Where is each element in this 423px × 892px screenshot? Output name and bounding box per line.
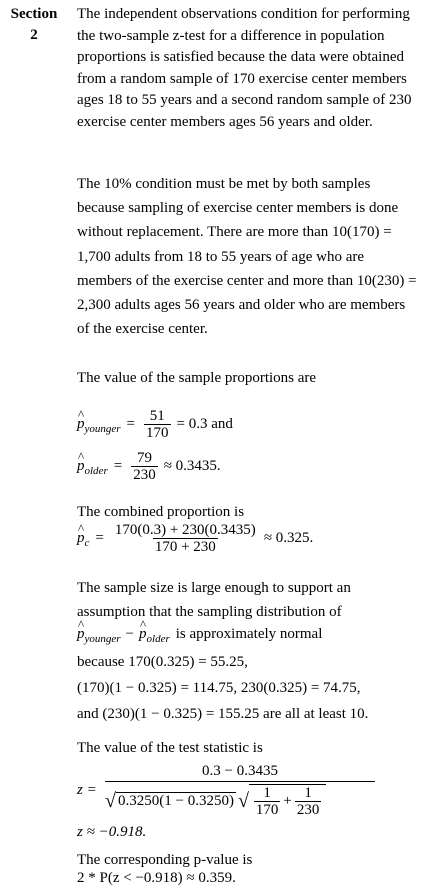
section-label <box>4 4 64 46</box>
sampling-distribution-expression: ^ p younger − ^ p older is approximately normal <box>77 626 322 643</box>
fraction: $\frac{79}{230}$ <box>133 450 156 483</box>
paragraph-independence: The independent observations condition for performing the two-sample z-test for a difference in population proportions is satisfied because the data were obtained from a random sample of 170 exercise center members ages 18 to 55 years and a second random sample of 230 exercise center members ages 56 years and older. <box>77 6 412 130</box>
normality-line-3: and (230)(1 − 0.325) = 155.25 are all at least 10. <box>77 706 369 722</box>
normality-line-1: because 170(0.325) = 55.25, <box>77 654 248 670</box>
equation-p-younger: ^ p younger = $\frac{51}{170}$ = 0.3 and <box>77 408 233 441</box>
paragraph-test-statistic: The value of the test statistic is <box>77 740 263 756</box>
equation-p-older: ^ p older = $\frac{79}{230}$ ≈ 0.3435. <box>77 450 221 483</box>
fraction: $\frac{170(0.3) + 230(0.3435)}{170 + 230}$ <box>114 522 256 555</box>
paragraph-p-value: The corresponding p-value is <box>77 852 253 868</box>
equation-p-combined: ^ p c = $\frac{170(0.3) + 230(0.3435)}{170 + 230}$ ≈ 0.325. <box>77 522 313 555</box>
equation-z: z = 0.3 − 0.3435 √ 0.3250(1 − 0.3250) √ $\frac{1}{170}$ + $\frac{1}{230}$ <box>77 762 417 824</box>
z-value: z ≈ −0.918. <box>77 824 147 840</box>
paragraph-ten-percent: The 10% condition must be met by both samples because sampling of exercise center members is done without replacement. There are more than 10(170) = 1,700 adults from 18 to 55 years of age who are members of the exercise center and more than 10(230) = 2,300 adults ages 56 years and older who are members of the exercise center. <box>77 176 417 338</box>
normality-line-2: (170)(1 − 0.325) = 114.75, 230(0.325) = 74.75, <box>77 680 361 696</box>
fraction: $\frac{51}{170}$ <box>146 408 169 441</box>
p-value-expression: 2 * P(z < −0.918) ≈ 0.359. <box>77 870 236 886</box>
section-number: 2 <box>30 27 38 43</box>
paragraph-sample-proportions: The value of the sample proportions are <box>77 370 317 386</box>
paragraph-combined-proportion: The combined proportion is <box>77 504 245 520</box>
z-denominator: √ 0.3250(1 − 0.3250) √ $\frac{1}{170}$ + $\frac{1}{230}$ <box>105 781 375 818</box>
paragraph-normality: The sample size is large enough to support an assumption that the sampling distribution of <box>77 580 351 620</box>
section-title: Section <box>10 6 58 22</box>
